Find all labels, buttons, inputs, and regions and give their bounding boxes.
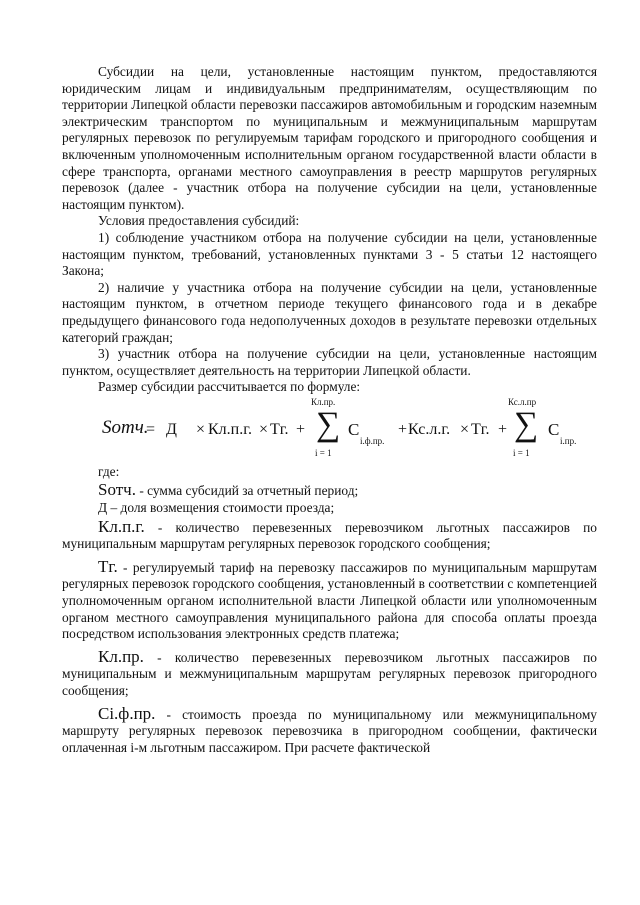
formula-d: Д bbox=[166, 420, 177, 438]
definition-tg-text: - регулируемый тариф на перевозку пассажиров по муниципальным маршрутам регулярных перевозок городского сообщения, установленный в соответствии с компетенцией уполномоченным органом исполнительной власти Липецкой области или уполномоченным органом местного самоуправления муниципального района для способа оплаты проезда посредством использования электронных средств платежа; bbox=[62, 559, 597, 642]
term-tg: Тг. bbox=[98, 556, 118, 576]
definition-sotch-text: - сумма субсидий за отчетный период; bbox=[135, 483, 359, 499]
document-page bbox=[62, 64, 597, 756]
term-klpr: Кл.пр. bbox=[98, 646, 144, 666]
formula-c-ifpr: C bbox=[348, 419, 360, 439]
formula-klpg: Кл.п.г. bbox=[208, 420, 252, 438]
paragraph-conditions-heading: Условия предоставления субсидий: bbox=[98, 213, 300, 229]
definition-klpr-text: - количество перевезенных перевозчиком льготных пассажиров по муниципальным и межмуниципальным маршрутам регулярных перевозок пригородного сообщения; bbox=[62, 649, 597, 698]
sum1-upper-limit: Кл.пр. bbox=[311, 396, 336, 407]
formula-tg-1: Тг. bbox=[270, 420, 289, 438]
formula-plus-3: + bbox=[498, 420, 508, 438]
sum2-lower-limit: i = 1 bbox=[513, 447, 530, 458]
definition-klpr bbox=[62, 646, 597, 700]
sum2-sigma-icon: ∑ bbox=[514, 405, 539, 443]
sum1-sigma-icon: ∑ bbox=[316, 405, 341, 443]
definition-d: Д – доля возмещения стоимости проезда; bbox=[98, 500, 335, 516]
condition-3: 3) участник отбора на получение субсидии на цели, установленные настоящим пунктом, осуществляет деятельность на территории Липецкой области. bbox=[62, 346, 597, 378]
term-sotch: Sотч. bbox=[98, 480, 136, 500]
formula-kslg: Кс.л.г. bbox=[408, 420, 451, 438]
formula-equals: = bbox=[146, 420, 156, 438]
definition-cifpr bbox=[62, 703, 597, 757]
definition-cifpr-text: - стоимость проезда по муниципальному или межмуниципальному маршруту регулярных перевозок перевозчика в пригородном сообщении, фактически оплаченная i-м льготным пассажиром. При расчете фактической bbox=[62, 706, 597, 755]
sum1-lower-limit: i = 1 bbox=[315, 447, 332, 458]
formula-plus-1: + bbox=[296, 420, 306, 438]
formula-times-1: × bbox=[196, 420, 206, 438]
definition-klpg-text: - количество перевезенных перевозчиком льготных пассажиров по муниципальным маршрутам регулярных перевозок городского сообщения; bbox=[62, 519, 597, 552]
formula-c-ipr: C bbox=[548, 419, 560, 439]
term-cifpr: Ci.ф.пр. bbox=[98, 703, 156, 723]
formula-plus-2: + bbox=[398, 420, 408, 438]
definition-sotch bbox=[62, 482, 597, 500]
paragraph-where: где: bbox=[98, 463, 120, 479]
sum2-upper-limit: Кс.л.пр bbox=[508, 396, 537, 407]
definition-tg bbox=[62, 556, 597, 643]
formula-sotch: Sотч. bbox=[102, 416, 149, 438]
formula-times-2: × bbox=[259, 420, 269, 438]
formula-times-3: × bbox=[460, 420, 470, 438]
formula-c-ipr-subscript: i.пр. bbox=[560, 435, 577, 446]
term-klpg: Кл.п.г. bbox=[98, 516, 145, 536]
condition-2: 2) наличие у участника отбора на получение субсидии на цели, установленные настоящим пунктом, в отчетном периоде текущего финансового года и в декабре предыдущего финансового года недополученных доходов в результате перевозки отдельных категорий граждан; bbox=[62, 279, 597, 345]
paragraph-formula-intro: Размер субсидии рассчитывается по формуле: bbox=[98, 379, 361, 395]
formula-tg-2: Тг. bbox=[471, 420, 490, 438]
definition-klpg bbox=[62, 516, 597, 553]
paragraph-subsidies: Субсидии на цели, установленные настоящим пунктом, предоставляются юридическим лицам и индивидуальным предпринимателям, осуществляющим по территории Липецкой области перевозки пассажиров автомобильным и городским наземным электрическим транспортом по муниципальным и межмуниципальным маршрутам регулярных перевозок по регулируемым тарифам городского и пригородного сообщения и включенным уполномоченным исполнительным органом государственной власти области в сфере транспорта, органами местного самоуправления в реестр маршрутов регулярных перевозок (далее - участник отбора на получение субсидии на цели, установленные настоящим пунктом). bbox=[62, 64, 597, 212]
subsidy-formula bbox=[62, 396, 597, 464]
condition-1: 1) соблюдение участником отбора на получение субсидии на цели, установленные настоящим пунктом, требований, установленных пунктами 3 - 5 статьи 12 настоящего Закона; bbox=[62, 229, 597, 279]
formula-c-ifpr-subscript: i.ф.пр. bbox=[360, 435, 385, 446]
